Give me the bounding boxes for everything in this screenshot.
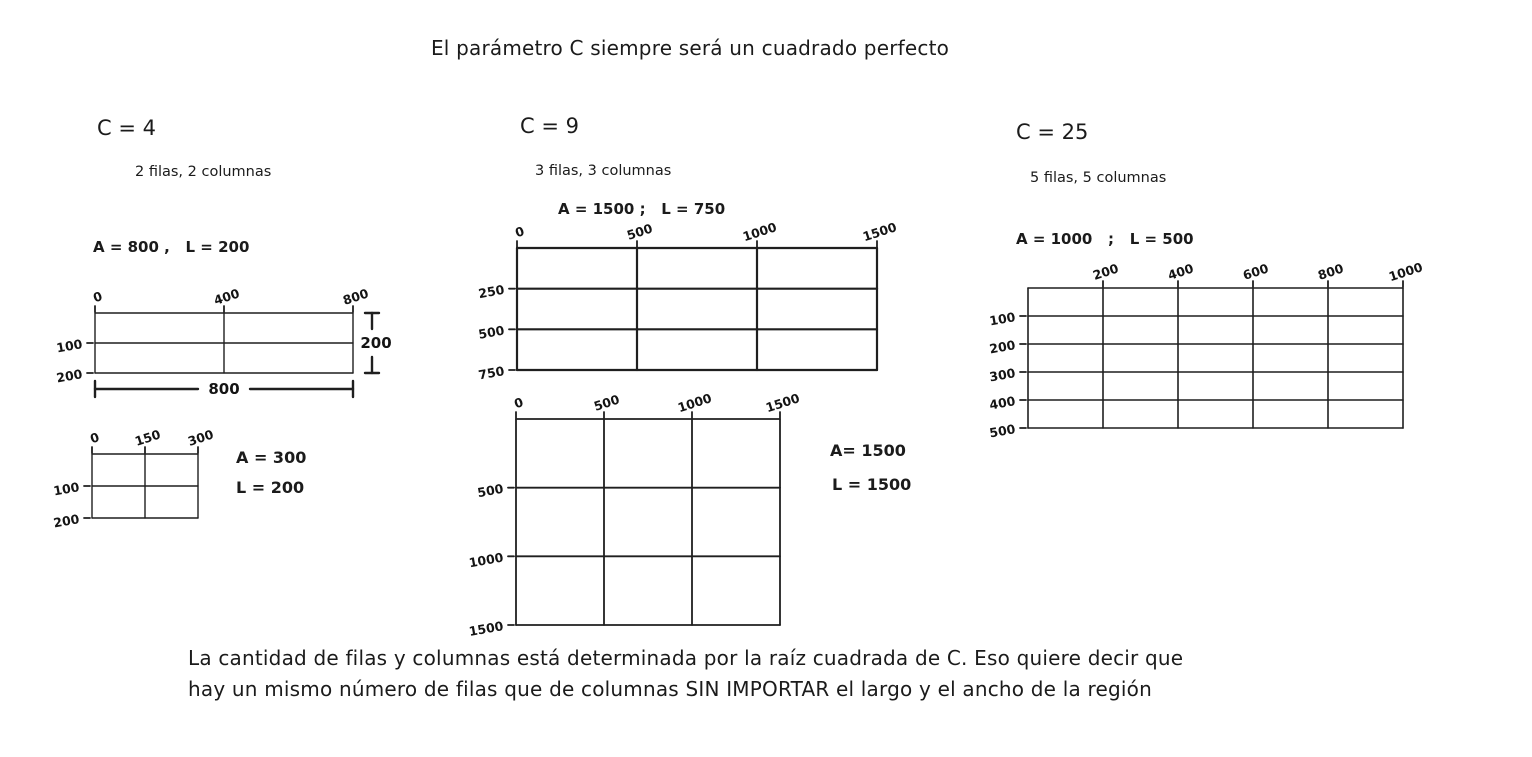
y-tick-label: 500 <box>988 421 1017 441</box>
section-params-c25: A = 1000 ; L = 500 <box>1016 230 1194 248</box>
y-tick-label: 100 <box>55 336 84 356</box>
x-tick-label: 200 <box>1090 260 1121 283</box>
annotation-c4-small-length: L = 200 <box>236 478 305 497</box>
x-tick-label: 0 <box>512 394 526 412</box>
x-tick-label: 500 <box>624 220 655 243</box>
x-tick-label: 0 <box>513 223 527 241</box>
annotation-c9-bottom-area: A= 1500 <box>830 441 906 460</box>
y-tick-label: 200 <box>52 511 81 531</box>
bracket-right-label: 200 <box>360 334 392 352</box>
y-tick-label: 100 <box>52 479 81 499</box>
x-tick-label: 400 <box>211 285 242 308</box>
y-tick-label: 750 <box>477 363 506 383</box>
x-tick-label: 0 <box>88 429 102 447</box>
page-title: El parámetro C siempre será un cuadrado perfecto <box>430 36 950 60</box>
annotation-c9-bottom-length: L = 1500 <box>832 475 912 494</box>
footer-text-line1: La cantidad de filas y columnas está determinada por la raíz cuadrada de C. Eso quiere decir que <box>188 646 1184 670</box>
x-tick-label: 1500 <box>763 390 802 416</box>
x-tick-label: 150 <box>132 426 163 449</box>
y-tick-label: 200 <box>55 366 84 386</box>
figure-c25-main <box>964 248 1493 488</box>
section-params-c9: A = 1500 ; L = 750 <box>558 200 726 218</box>
x-tick-label: 500 <box>591 391 622 414</box>
x-tick-label: 0 <box>91 288 105 306</box>
annotation-c4-small-area: A = 300 <box>236 448 307 467</box>
figure-c4-small <box>28 414 288 578</box>
x-tick-label: 400 <box>1165 260 1196 283</box>
y-tick-label: 400 <box>988 393 1017 413</box>
section-params-c4: A = 800 , L = 200 <box>93 238 250 256</box>
figure-c4-main <box>31 273 443 433</box>
y-tick-label: 1500 <box>467 618 505 639</box>
section-subheading-c25: 5 filas, 5 columnas <box>1030 170 1167 186</box>
x-tick-label: 800 <box>340 285 371 308</box>
x-tick-label: 1000 <box>675 390 714 416</box>
x-tick-label: 1000 <box>740 219 779 245</box>
section-subheading-c9: 3 filas, 3 columnas <box>535 163 672 179</box>
figure-c9-bottom <box>452 379 870 685</box>
y-tick-label: 250 <box>477 281 506 302</box>
y-tick-label: 1000 <box>467 549 505 571</box>
x-tick-label: 1000 <box>1386 259 1425 285</box>
x-tick-label: 300 <box>185 426 216 449</box>
bracket-bottom-label: 800 <box>208 380 240 398</box>
y-tick-label: 300 <box>988 365 1017 385</box>
footer-text-line2: hay un mismo número de filas que de columnas SIN IMPORTAR el largo y el ancho de la región <box>188 677 1152 701</box>
section-subheading-c4: 2 filas, 2 columnas <box>135 164 272 180</box>
section-heading-c9: C = 9 <box>520 114 579 138</box>
x-tick-label: 600 <box>1240 260 1271 283</box>
y-tick-label: 500 <box>476 480 505 501</box>
x-tick-label: 1500 <box>860 219 899 245</box>
section-heading-c25: C = 25 <box>1016 120 1089 144</box>
y-tick-label: 200 <box>988 337 1017 357</box>
x-tick-label: 800 <box>1315 260 1346 283</box>
y-tick-label: 500 <box>477 322 506 342</box>
section-heading-c4: C = 4 <box>97 116 156 140</box>
y-tick-label: 100 <box>988 309 1017 329</box>
